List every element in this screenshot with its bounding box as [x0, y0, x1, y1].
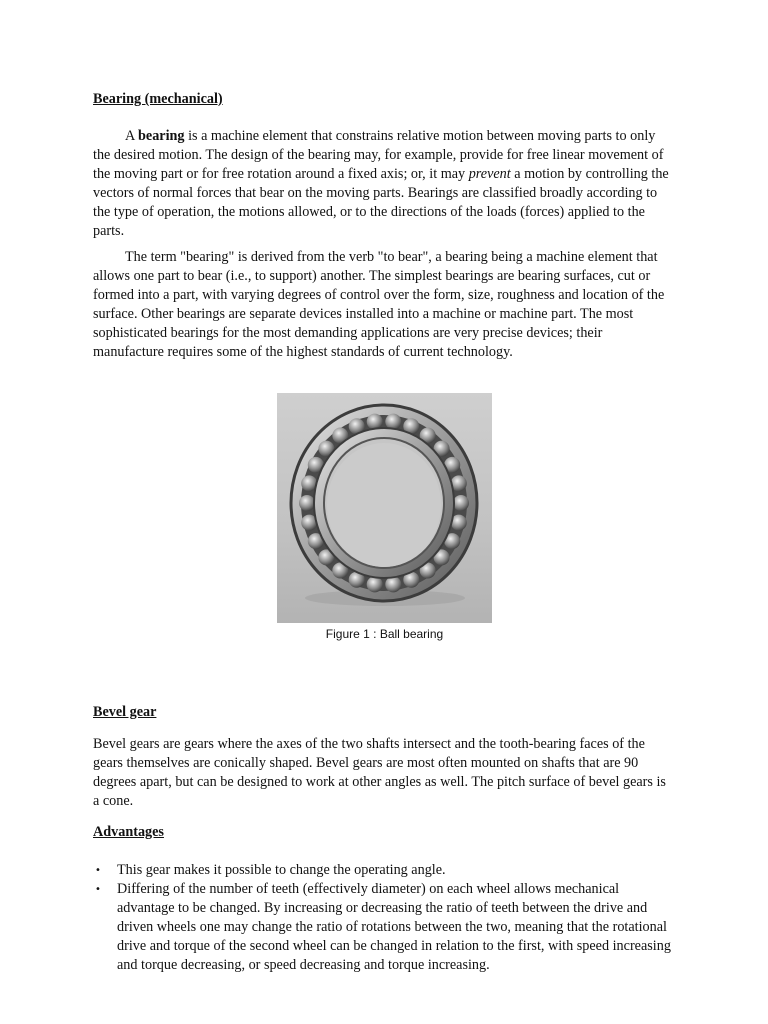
document-body-continued	[93, 703, 675, 975]
bold-term-bearing: bearing	[138, 128, 185, 144]
bullet-icon: •	[95, 865, 101, 876]
ball-bearing-image	[277, 393, 492, 623]
section-heading-bevel-gear: Bevel gear	[93, 704, 157, 720]
italic-term-prevent: prevent	[468, 166, 511, 182]
section-heading-advantages: Advantages	[93, 824, 164, 840]
figure-ball-bearing	[277, 393, 492, 623]
text-run: A	[125, 128, 139, 144]
document-body	[93, 90, 675, 362]
paragraph-bearing-etymology: The term "bearing" is derived from the verb "to bear", a bearing being a machine element that allows one part to bear (i.e., to support) another. The simplest bearings are bearing surfaces, cut or formed into a part, with varying degrees of control over the form, size, roughness and location of the surface. Other bearings are separate devices installed into a machine or machine part. The most sophisticated bearings for the most demanding applications are very precise devices; their manufacture requires some of the highest standards of current technology.	[93, 249, 665, 360]
advantages-list	[93, 861, 675, 975]
bearing-ball	[453, 495, 469, 511]
bullet-icon: •	[95, 884, 101, 895]
paragraph-bearing-definition	[93, 127, 675, 241]
text-run: is a machine element that constrains relative motion between moving parts to only the desired motion. The design of the bearing may, for example, provide for free linear movement of the moving part or for free rotation around a fixed axis; or, it may	[93, 128, 664, 182]
figure-caption: Figure 1 : Ball bearing	[325, 627, 444, 641]
bearing-ball	[299, 495, 315, 511]
text-run: a motion by controlling the vectors of normal forces that bear on the moving parts. Bearings are classified broadly according to the type of operation, the motions allowed, or to the directions of the loads (forces) applied to the parts.	[93, 166, 669, 239]
list-item-text: This gear makes it possible to change the operating angle.	[117, 862, 446, 878]
paragraph-bevel-gear: Bevel gears are gears where the axes of the two shafts intersect and the tooth-bearing faces of the gears themselves are conically shaped. Bevel gears are most often mounted on shafts that are 90 degrees apart, but can be designed to work at other angles as well. The pitch surface of bevel gears is a cone.	[93, 736, 666, 809]
list-item-text: Differing of the number of teeth (effectively diameter) on each wheel allows mechanical advantage to be changed. By increasing or decreasing the ratio of teeth between the drive and driven wheels one may change the ratio of rotations between the two, meaning that the rotational drive and torque of the second wheel can be changed in relation to the first, with speed increasing and torque decreasing, or speed decreasing and torque increasing.	[117, 881, 671, 973]
list-item	[93, 861, 675, 880]
section-heading-bearing: Bearing (mechanical)	[93, 91, 223, 107]
list-item	[93, 880, 675, 975]
ball-bearing-icon	[277, 393, 492, 623]
